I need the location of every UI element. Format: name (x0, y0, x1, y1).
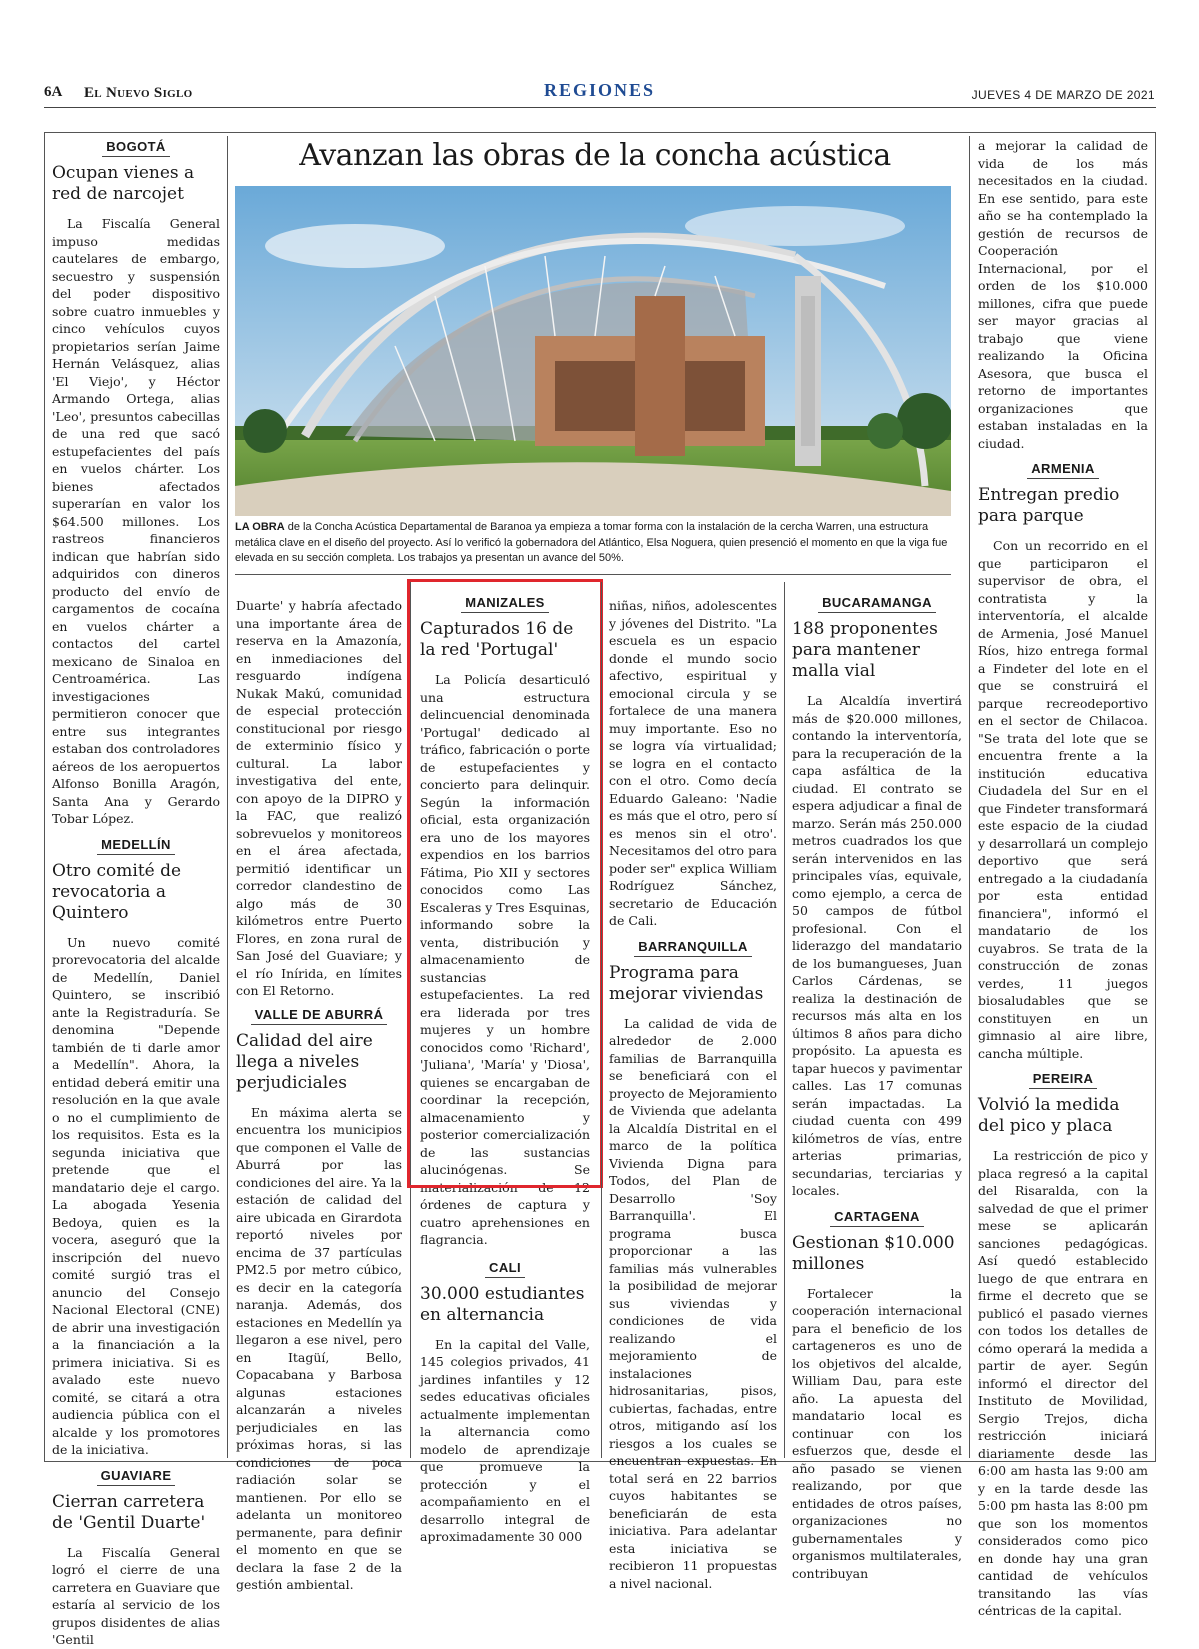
section-label-armenia: ARMENIA (978, 458, 1148, 479)
headline-medellin: Otro comité de revocatoria a Quintero (52, 860, 182, 923)
page-number: 6A (44, 84, 63, 100)
section-label-valle: VALLE DE ABURRÁ (236, 1004, 402, 1025)
body-cartagena: Fortalecer la cooperación internacional para el beneficio de los cartageneros es uno de los objetivos del alcalde, William Dau, para este año. La apuesta del mandatario local es continuar con los esfuerzos que, desde el año pasado se vienen realizando, por que entidades de otros países, organizaciones no gubernamentales y organismos multilaterales, contribuyan (792, 1285, 962, 1581)
section-label-bogota: BOGOTÁ (52, 136, 220, 157)
body-medellin: Un nuevo comité prorevocatoria del alcalde de Medellín, Daniel Quintero, se inscribió ante la Registraduría. Se denomina "Depende también de ti darle amor a Medellín". Ahora, la entidad deberá emitir una resolución en la que avale o no el cumplimiento de los requisitos. Esta es la segunda iniciativa que pretende que el mandatario deje el cargo. La abogada Yesenia Bedoya, quien es la vocera, aseguró que la inscripción del nuevo comité surgió tras el anuncio del Consejo Nacional Electoral (CNE) de abrir una investigación a la financiación a la primera iniciativa. Si es avalado este nuevo comité, se citará a otra audiencia pública con el alcalde y los promotores de la iniciativa. (52, 934, 220, 1457)
column-5 (792, 592, 962, 1582)
column-divider (601, 582, 602, 1458)
section-label-guaviare: GUAVIARE (52, 1465, 220, 1486)
column-4 (609, 597, 777, 1592)
body-pereira: La restricción de pico y placa regresó a la capital del Risaralda, con la salvedad de que el primer mese se aplicarán sanciones pedagógicas. Así quedó establecido luego de que entrara en firme el decreto que se publicó el pasado viernes con todos los detalles de cómo operará la medida a partir de ayer. Según informó el director del Instituto de Movilidad, Sergio Trejos, dicha restricción iniciará diariamente desde las 6:00 am hasta las 9:00 am y en la tarde desde las 5:00 pm hasta las 8:00 pm que son los momentos considerados como pico en donde hay una gran cantidad de vehículos transitando las vías céntricas de la capital. (978, 1148, 1148, 1618)
section-label-barranquilla: BARRANQUILLA (609, 936, 777, 957)
body-guaviare-cont: Duarte' y habría afectado una importante área de reserva en la Amazonía, en inmediaciones del resguardo indígena Nukak Makú, comunidad de especial protección constitucional por riesgo de exterminio físico y cultural. La labor investigativa del ente, con apoyo de la DIPRO y la FAC, que realizó sobrevuelos y monitoreos en el área afectada, permitió identificar un corredor clandestino de algo más de 30 kilómetros entre Puerto Flores, en zona rural de San José del Guaviare; y el río Inírida, en límites con El Retorno. (236, 598, 402, 998)
section-label-medellin: MEDELLÍN (52, 834, 220, 855)
section-label-cali: CALI (420, 1257, 590, 1278)
headline-guaviare: Cierran carretera de 'Gentil Duarte' (52, 1491, 206, 1533)
caption-rule (235, 574, 951, 575)
headline-cali: 30.000 estudiantes en alternancia (420, 1283, 585, 1325)
column-6 (978, 137, 1148, 1620)
headline-bogota: Ocupan vienes a red de narcojet (52, 163, 195, 204)
body-bucaramanga: La Alcaldía invertirá más de $20.000 millones, contando la interventoría, para la recuperación de la capa asfáltica de la ciudad. El contrato se espera adjudicar a final de marzo. Serán más 250.000 metros cuadrados los que serán intervenidos en las principales vías, equivale, como ejemplo, a cerca de 50 campos de fútbol profesional. Con el liderazgo del mandatario de los bumangueses, Juan Carlos Cárdenas, se realiza la destinación de recursos más alta en los últimos 8 años para dicho propósito. La apuesta es tapar huecos y pavimentar calles. Las 17 comunas serán impactadas. La ciudad cuenta con 499 kilómetros de vías, entre arterias primarias, secundarias, terciarias y locales. (792, 693, 962, 1198)
main-headline: Avanzan las obras de la concha acústica (299, 138, 891, 173)
headline-armenia: Entregan predio para parque (978, 485, 1120, 526)
body-valle: En máxima alerta se encuentra los municipios que componen el Valle de Aburrá por las condiciones del aire. Ya la estación de calidad del aire ubicada en Girardota reportó niveles por encima de 37 partículas PM2.5 por metro cúbico, es decir en la categoría naranja. Además, dos estaciones en Medellín ya llegaron a ese nivel, pero en Itagüí, Bello, Copacabana y Barbosa algunas estaciones alcanzarán a niveles perjudiciales en las próximas horas, si las condiciones de poca radiación solar se mantienen. Por ello se adelanta un monitoreo permanente, para definir el momento en que se declara la fase 2 de la gestión ambiental. (236, 1104, 402, 1592)
newspaper-name: El Nuevo Siglo (84, 85, 193, 101)
headline-valle: Calidad del aire llega a niveles perjudiciales (236, 1030, 373, 1093)
body-cartagena-cont: a mejorar la calidad de vida de los más necesitados en la ciudad. En ese sentido, para este año se ha contemplado la gestión de recursos de Cooperación Internacional, por el orden de los $10.000 millones, cifra que puede ser mayor gracias al trabajo que viene realizando la Oficina Asesora, que busca el retorno de importantes organizaciones que estaban instaladas en la ciudad. (978, 138, 1148, 451)
section-label-cartagena: CARTAGENA (792, 1206, 962, 1227)
header-rule (44, 107, 1156, 108)
headline-pereira: Volvió la medida del pico y placa (978, 1095, 1120, 1136)
acoustic-shell-illustration (235, 186, 951, 516)
column-2 (236, 597, 402, 1594)
column-divider (969, 136, 970, 1458)
photo-caption: LA OBRA de la Concha Acústica Departamental de Baranoa ya empieza a tomar forma con la instalación de la cercha Warren, una estructura metálica clave en el diseño del proyecto. Así lo verificó la gobernadora del Atlántico, Elsa Noguera, quien presenció el momento en que la viga fue elevada en su sección completa. Los trabajos ya presentan un avance del 50%. (235, 521, 948, 564)
column-divider (227, 136, 228, 1458)
column-1 (52, 136, 220, 1649)
highlight-box (407, 579, 603, 1188)
headline-cartagena: Gestionan $10.000 millones (792, 1232, 955, 1274)
feature-photo (235, 186, 951, 516)
column-divider (784, 582, 785, 1458)
body-barranquilla: La calidad de vida de alrededor de 2.000 familias de Barranquilla se beneficiará con el proyecto de Mejoramiento de Vivienda que adelanta la Alcaldía Distrital en el marco de la política Vivienda Digna para Todos, del Plan de Desarrollo 'Soy Barranquilla'. El programa busca proporcionar a las familias más vulnerables la posibilidad de mejorar sus viviendas y condiciones de vida realizando el mejoramiento de instalaciones hidrosanitarias, pisos, cubiertas, fachadas, entre otros, mitigando así los riesgos a los cuales se encuentran expuestas. En total será en 22 barrios cuyos habitantes se beneficiarán de esta iniciativa. Para adelantar esta iniciativa se recibieron 11 propuestas a nivel nacional. (609, 1015, 777, 1591)
section-label-manizales: MANIZALES (420, 592, 590, 613)
headline-manizales: Capturados 16 de la red 'Portugal' (420, 619, 574, 660)
body-bogota: La Fiscalía General impuso medidas cautelares de embargo, secuestro y suspensión del poder dispositivo sobre cuatro inmuebles y cinco vehículos cuyos propietarios serían Jaime Hernán Velásquez, alias 'El Viejo', y Héctor Armando Ortega, alias 'Leo', presuntos cabecillas de una red que sacó estupefacientes del país en vuelos chárter. Los bienes afectados superarían en valor los $64.500 millones. Los rastreos financieros indican que habrían sido adquiridos con dineros producto del envío de cargamentos de cocaína en vuelos chárter a contactos del cartel mexicano de Sinaloa en Centroamérica. Las investigaciones permitieron conocer que entre sus integrantes estaban dos controladores aéreos de los aeropuertos Alfonso Bonilla Aragón, Santa Ana y Gerardo Tobar López. (52, 216, 220, 826)
headline-bucaramanga: 188 proponentes para mantener malla vial (792, 619, 938, 681)
section-label-pereira: PEREIRA (978, 1068, 1148, 1089)
headline-barranquilla: Programa para mejorar viviendas (609, 962, 764, 1004)
section-title: REGIONES (543, 80, 656, 100)
section-label-bucaramanga: BUCARAMANGA (792, 592, 962, 613)
issue-date: JUEVES 4 DE MARZO DE 2021 (971, 88, 1155, 102)
body-cali-cont: niñas, niños, adolescentes y jóvenes del Distrito. "La escuela es un espacio donde el mundo socio afectivo, espiritual y emocional circula y se fortalece de una manera muy importante. Eso no se logra vía virtualidad; se logra en el contacto con el otro. Como decía Eduardo Galeano: 'Nadie es más que el otro, pero sí es menos sin el otro'. Necesitamos del otro para poder ser" explica William Rodríguez Sánchez, secretario de Educación de Cali. (609, 598, 777, 928)
body-cali: En la capital del Valle, 145 colegios privados, 41 jardines infantiles y 12 sedes educativas oficiales actualmente implementan la alternancia como modelo de aprendizaje que promueve la protección y el acompañamiento en el desarrollo integral de aproximadamente 30 000 (420, 1336, 590, 1544)
body-guaviare: La Fiscalía General logró el cierre de una carretera en Guaviare que estaría al servicio de los grupos disidentes de alias 'Gentil (52, 1544, 220, 1647)
body-manizales: La Policía desarticuló una estructura delincuencial denominada 'Portugal' dedicado al tráfico, fabricación o porte de estupefacientes y concierto para delinquir. Según la información oficial, esta organización era uno de los mayores expendios en los barrios Fátima, Pio XII y sectores conocidos como Las Escaleras y Tres Esquinas, informando sobre la venta, distribución y almacenamiento de sustancias estupefacientes. La red era liderada por tres mujeres y un hombre conocidos como 'Richard', 'Juliana', 'María' y 'Diosa', quienes se encargaban de coordinar la recepción, almacenamiento y posterior comercialización de las sustancias alucinógenas. Se materialización de 12 órdenes de captura y cuatro aprehensiones en flagrancia. (420, 672, 590, 1247)
body-armenia: Con un recorrido en el que participaron el supervisor de obra, el contratista y la interventoría, el alcalde de Armenia, José Manuel Ríos, hizo entrega formal a Findeter del lote en el que se construirá el parque recreodeportivo en el sector de Chilacoa. "Se trata del lote que se encuentra frente a la institución educativa Ciudadela del Sur en el que Findeter transformará este espacio de la ciudad y desarrollará un complejo deportivo que será entregado a la ciudadanía por esta entidad financiera", informó el mandatario de los cuyabros. Se trata de la construcción de zonas verdes, 11 juegos biosaludables que se constituyen en un gimnasio al aire libre, cancha múltiple. (978, 538, 1148, 1061)
